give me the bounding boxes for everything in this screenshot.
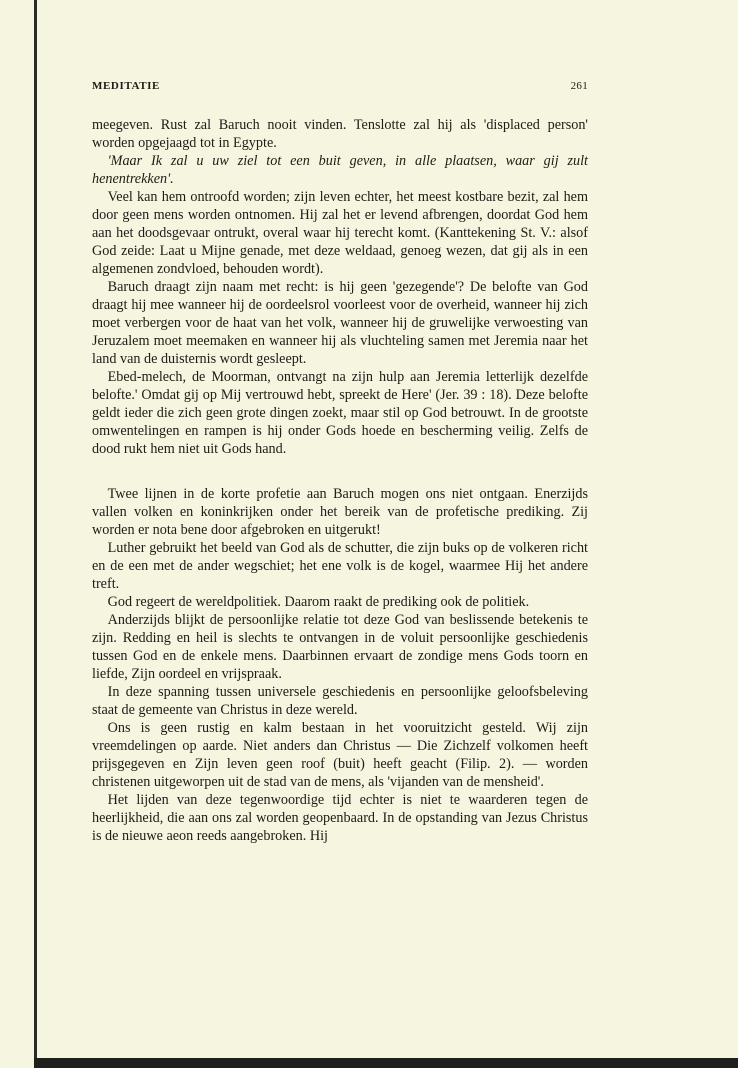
scan-border-left bbox=[34, 0, 37, 1058]
paragraph: In deze spanning tussen universele geschiedenis en persoonlijke geloofsbeleving staat de gemeente van Christus in deze wereld. bbox=[92, 684, 588, 718]
paragraph: meegeven. Rust zal Baruch nooit vinden. Tenslotte zal hij als 'displaced person' worden opgejaagd tot in Egypte. bbox=[92, 117, 588, 151]
paragraph: Baruch draagt zijn naam met recht: is hij geen 'gezegende'? De belofte van God draagt hij mee wanneer hij de oordeelsrol voorleest voor de overheid, wanneer hij zich moet verbergen voor de haat van het volk, wanneer hij de gruwelijke verwoesting van Jeruzalem moet meemaken en wanneer hij als vluchteling samen met Jeremia naar het land van de duisternis wordt gesleept. bbox=[92, 279, 588, 367]
paragraph: Anderzijds blijkt de persoonlijke relatie tot deze God van beslissende betekenis te zijn. Redding en heil is slechts te ontvangen in de voluit persoonlijke geschiedenis tussen God en de enkele mens. Daarbinnen ervaart de zondige mens Gods toorn en liefde, Zijn oordeel en vrijspraak. bbox=[92, 612, 588, 682]
scan-border-bottom bbox=[34, 1058, 738, 1068]
paragraph: Twee lijnen in de korte profetie aan Baruch mogen ons niet ontgaan. Enerzijds vallen volken en koninkrijken onder het bereik van de profetische prediking. Zij worden er nota bene door afgebroken en uitgerukt! bbox=[92, 486, 588, 538]
paragraph: Veel kan hem ontroofd worden; zijn leven echter, het meest kostbare bezit, zal hem door geen mens worden ontnomen. Hij zal het er levend afbrengen, doordat God hem aan het doodsgevaar ontrukt, overal waar hij terecht komt. (Kanttekening St. V.: alsof God zeide: Laat u Mijne genade, met deze weldaad, genoeg wezen, dat gij als in een algemenen zondvloed, behouden wordt). bbox=[92, 189, 588, 277]
paragraph: Ons is geen rustig en kalm bestaan in het vooruitzicht gesteld. Wij zijn vreemdelingen op aarde. Niet anders dan Christus — Die Zichzelf volkomen heeft prijsgegeven en Zijn leven geen roof (buit) heeft geacht (Filip. 2). — worden christenen uitgeworpen uit de stad van de mens, als 'vijanden van de mensheid'. bbox=[92, 720, 588, 790]
running-header bbox=[92, 80, 588, 102]
paragraph: Luther gebruikt het beeld van God als de schutter, die zijn buks op de volkeren richt en de een met de ander wegschiet; het ene volk is de kogel, waarmee Hij het andere treft. bbox=[92, 540, 588, 592]
paragraph: God regeert de wereldpolitiek. Daarom raakt de prediking ook de politiek. bbox=[107, 594, 530, 610]
body-text bbox=[92, 116, 588, 845]
paragraph: Het lijden van deze tegenwoordige tijd echter is niet te waarderen tegen de heerlijkheid, die aan ons zal worden geopenbaard. In de opstanding van Jezus Christus is de nieuwe aeon reeds aangebroken. Hij bbox=[92, 792, 588, 844]
page-number: 261 bbox=[570, 80, 588, 92]
scripture-quote: 'Maar Ik zal u uw ziel tot een buit geven, in alle plaatsen, waar gij zult henentrekken'. bbox=[92, 153, 588, 187]
section-title: MEDITATIE bbox=[92, 80, 160, 92]
paragraph: Ebed-melech, de Moorman, ontvangt na zijn hulp aan Jeremia letterlijk dezelfde belofte.' Omdat gij op Mij vertrouwd hebt, spreekt de Here' (Jer. 39 : 18). Deze belofte geldt ieder die zich geen grote dingen zoekt, maar stil op God betrouwt. In de grootste omwentelingen en rampen is hij onder Gods hoede en bescherming veilig. Zelfs de dood rukt hem niet uit Gods hand. bbox=[92, 369, 588, 457]
book-page bbox=[92, 80, 588, 845]
